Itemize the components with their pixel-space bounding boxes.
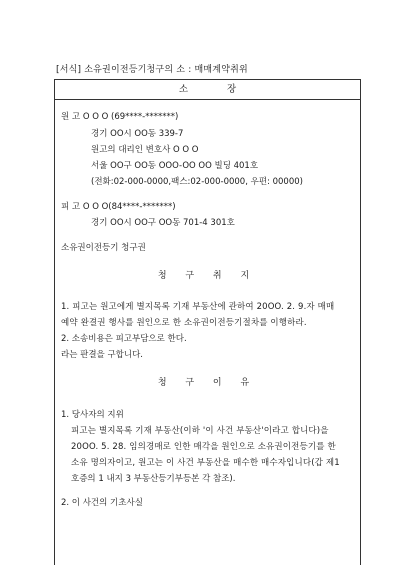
reason-section-title: 1. 당사자의 지위 — [61, 410, 124, 420]
purpose-line: 라는 판결을 구합니다. — [61, 350, 144, 360]
purpose-line: 1. 피고는 원고에게 별지목록 기재 부동산에 관하여 20OO. 2. 9.자 매매 — [61, 302, 335, 312]
reason-section-title: 2. 이 사건의 기초사실 — [61, 498, 143, 508]
reason-line: 피고는 별지목록 기재 부동산(이하 '이 사건 부동산'이라고 합니다)을 — [71, 426, 329, 436]
plaintiff-agent: 원고의 대리인 변호사 O O O — [91, 145, 199, 155]
reason-line: 소유 명의자이고, 원고는 이 사건 부동산을 매수한 매수자입니다(갑 제1 — [71, 458, 340, 468]
reasons-heading: 청 구 이 유 — [157, 378, 258, 388]
reason-line: 호증의 1 내지 3 부동산등기부등본 각 참조). — [71, 474, 236, 484]
purpose-line: 2. 소송비용은 피고부담으로 한다. — [61, 334, 187, 344]
plaintiff-label: 원 고 O O O (69****-*******) — [61, 112, 179, 122]
defendant-address: 경기 OO시 OO구 OO동 701-4 301호 — [91, 218, 235, 228]
document-title: 소 장 — [55, 80, 360, 100]
complaint-document — [54, 79, 361, 565]
agent-office-address: 서울 OO구 OO동 OOO-OO OO 빌딩 401호 — [91, 161, 259, 171]
purpose-heading: 청 구 취 지 — [157, 271, 258, 281]
form-header: [서식] 소유권이전등기청구의 소 : 매매계약취위 — [56, 65, 248, 75]
purpose-line: 예약 완결권 행사를 원인으로 한 소유권이전등기절차를 이행하라. — [61, 318, 307, 328]
agent-contact: (전화:02-000-0000,팩스:02-000-0000, 우편: 00000) — [91, 177, 303, 187]
case-name: 소유권이전등기 청구권 — [61, 243, 146, 253]
plaintiff-address: 경기 OO시 OO동 339-7 — [91, 129, 184, 139]
reason-line: 20OO. 5. 28. 임의경매로 인한 매각을 원인으로 소유권이전등기를 한 — [71, 442, 336, 452]
defendant-label: 피 고 O O O(84****-*******) — [61, 202, 176, 212]
